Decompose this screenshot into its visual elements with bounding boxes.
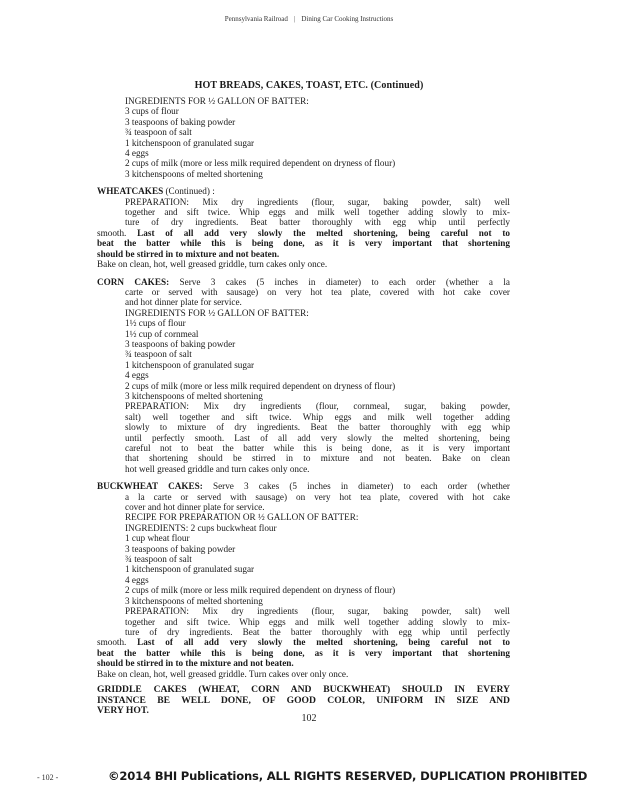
serve-line: cover and hot dinner plate for service. [125, 502, 265, 513]
section-buckwheat-cakes [97, 481, 510, 679]
prep-line [97, 228, 510, 238]
ingredient-line: ¾ teaspoon of salt [125, 349, 192, 360]
ingredient-line: 3 kitchenspoons of melted shortening [125, 595, 263, 606]
serve-line [97, 277, 510, 287]
prep-line: together and sift twice. Whip eggs and milk well together adding slowly to mix- [125, 207, 510, 218]
prep-bold: Last of all add very slowly the melted shortening, being careful not to [137, 637, 511, 648]
prep-line: hot well greased griddle and turn cakes only once. [125, 463, 310, 474]
page-title: HOT BREADS, CAKES, TOAST, ETC. (Continued) [194, 80, 424, 91]
ingredient-line: ¾ teaspoon of salt [125, 127, 192, 138]
footer-page-label: - 102 - [37, 773, 59, 782]
prep-bold-line: beat the batter while this is being done, as it is very important that shortening [97, 238, 510, 249]
prep-bold-line: should be stirred in to mixture and not beaten. [97, 248, 280, 259]
griddle-note [97, 685, 510, 717]
heading-label: BUCKWHEAT CAKES: [97, 481, 203, 492]
serve-line: a la carte or served with sausage) on very hot tea plate, covered with hot cake [125, 491, 510, 502]
serve-text: Serve 3 cakes (5 inches in diameter) to each order (whether a la [169, 276, 510, 287]
wheat-preparation [97, 197, 510, 228]
heading-label: CORN CAKES: [97, 276, 170, 287]
ingredient-line: RECIPE FOR PREPARATION OR ½ GALLON OF BATTER: [125, 512, 359, 523]
ingredient-line: 4 eggs [125, 370, 149, 381]
serve-text: Serve 3 cakes (5 inches in diameter) to each order (whether [202, 481, 510, 492]
header-separator: | [293, 15, 296, 23]
serve-line: carte or served with sausage) on very hot tea plate, covered with hot cake cover [125, 286, 510, 297]
ingredient-line: 3 kitchenspoons of melted shortening [125, 390, 263, 401]
ingredient-line: 3 cups of flour [125, 106, 179, 117]
ingredient-line: 1½ cups of flour [125, 318, 186, 329]
header-railroad: Pennsylvania Railroad [224, 15, 288, 23]
ingredient-line: 2 cups of milk (more or less milk required dependent on dryness of flour) [125, 380, 396, 391]
prep-line: slowly to mixture of dry ingredients. Beat the batter thoroughly with egg whip [125, 422, 510, 433]
note-line: GRIDDLE CAKES (WHEAT, CORN AND BUCKWHEAT) SHOULD IN EVERY [97, 683, 510, 695]
ingredient-line: ¾ teaspoon of salt [125, 554, 192, 565]
prep-bold: Last of all add very slowly the melted shortening, being careful not to [137, 227, 511, 238]
prep-line: PREPARATION: Mix dry ingredients (flour, sugar, baking powder, salt) well [125, 606, 510, 617]
header-book-title: Dining Car Cooking Instructions [301, 15, 394, 23]
prep-line: careful not to beat the batter while this is being done, as it is very important [125, 443, 510, 453]
serve-line: and hot dinner plate for service. [125, 297, 242, 308]
ingredient-line: INGREDIENTS FOR ½ GALLON OF BATTER: [125, 96, 309, 106]
ingredient-line: INGREDIENTS FOR ½ GALLON OF BATTER: [125, 307, 309, 318]
running-header [0, 15, 618, 23]
corn-body [97, 287, 510, 474]
bake-instruction: Bake on clean, hot, well greased griddle, turn cakes only once. [97, 259, 328, 270]
ingredient-line: INGREDIENTS: 2 cups buckwheat flour [125, 522, 277, 533]
buckwheat-preparation-continued [97, 637, 510, 679]
ingredient-line: 2 cups of milk (more or less milk required dependent on dryness of flour) [125, 585, 396, 596]
prep-line [97, 637, 510, 647]
footer-copyright: ©2014 BHI Publications, ALL RIGHTS RESERVED, DUPLICATION PROHIBITED [108, 769, 588, 783]
prep-plain: smooth. [97, 227, 138, 238]
heading-suffix: (Continued) : [163, 186, 215, 197]
ingredient-line: 3 teaspoons of baking powder [125, 116, 236, 127]
ingredient-line: 1½ cup of cornmeal [125, 328, 199, 339]
section-corn-cakes [97, 277, 510, 475]
prep-line: PREPARATION: Mix dry ingredients (flour, sugar, baking powder, salt) well [125, 196, 510, 207]
intro-ingredients [97, 96, 510, 179]
serve-line [97, 481, 510, 491]
prep-bold-line: beat the batter while this is being done, as it is very important that shortening [97, 647, 510, 658]
bake-instruction: Bake on clean, hot, well greased griddle. Turn cakes over only once. [97, 668, 349, 679]
prep-plain: smooth. [97, 637, 138, 648]
ingredient-line: 2 cups of milk (more or less milk required dependent on dryness of flour) [125, 158, 396, 169]
ingredient-line: 4 eggs [125, 574, 149, 585]
ingredient-line: 1 kitchenspoon of granulated sugar [125, 137, 255, 148]
prep-line: salt) well together and sift twice. Whip eggs and milk well together adding [125, 411, 510, 422]
page-number: 102 [301, 713, 317, 724]
prep-bold-line: should be stirred in to the mixture and not beaten. [97, 658, 294, 669]
heading-label: WHEATCAKES [97, 186, 164, 197]
ingredient-line: 1 kitchenspoon of granulated sugar [125, 564, 255, 575]
section-wheatcakes [97, 186, 510, 269]
note-line: INSTANCE BE WELL DONE, OF GOOD COLOR, UNIFORM IN SIZE AND [97, 694, 510, 706]
wheat-preparation-continued [97, 228, 510, 270]
prep-line: PREPARATION: Mix dry ingredients (flour, cornmeal, sugar, baking powder, [125, 401, 510, 412]
prep-line: together and sift twice. Whip eggs and milk well together adding slowly to mix- [125, 616, 510, 627]
ingredient-line: 1 kitchenspoon of granulated sugar [125, 359, 255, 370]
ingredient-line: 3 teaspoons of baking powder [125, 338, 236, 349]
section-heading [97, 186, 510, 196]
prep-line: until perfectly smooth. Last of all add very slowly the melted shortening, being [125, 432, 510, 443]
ingredient-line: 4 eggs [125, 148, 149, 159]
buckwheat-body [97, 492, 510, 638]
page-body [97, 96, 510, 717]
ingredient-line: 1 cup wheat flour [125, 533, 190, 544]
prep-line: ture of dry ingredients. Beat batter thoroughly with egg whip until perfectly [125, 217, 510, 228]
prep-line: that shortening should be stirred in to mixture and not beaten. Bake on clean [125, 453, 510, 464]
ingredient-line: 3 teaspoons of baking powder [125, 543, 236, 554]
ingredient-line: 3 kitchenspoons of melted shortening [125, 168, 263, 179]
note-line: VERY HOT. [97, 705, 149, 717]
prep-line: ture of dry ingredients. Beat the batter thoroughly with egg whip until perfectly [125, 626, 510, 637]
